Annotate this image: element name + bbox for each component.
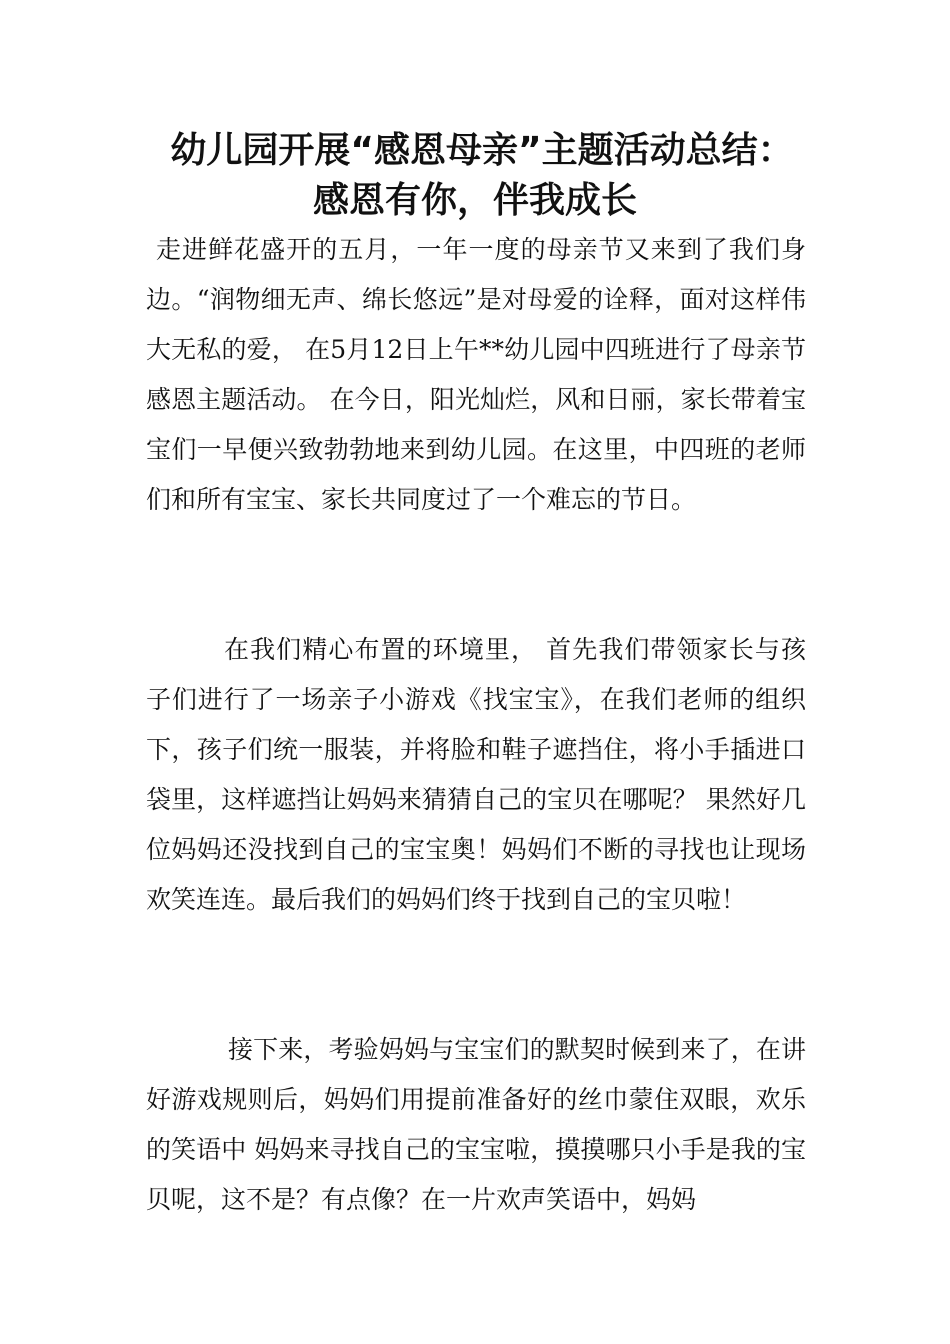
document-title — [0, 126, 950, 226]
title-line-1: 幼儿园开展“感恩母亲”主题活动总结： — [170, 130, 794, 171]
paragraph-3: 接下来，考验妈妈与宝宝们的默契时候到来了，在讲好游戏规则后，妈妈们用提前准备好的丝巾蒙住双眼，欢乐的笑语中 妈妈来寻找自己的宝宝啦，摸摸哪只小手是我的宝贝呢，这不是？有点像？在一片欢声笑语中，妈妈 — [146, 1035, 806, 1214]
title-line-2: 感恩有你，伴我成长 — [312, 180, 637, 221]
paragraph-1: 走进鲜花盛开的五月，一年一度的母亲节又来到了我们身边。“润物细无声、绵长悠远”是对母爱的诠释，面对这样伟大无私的爱， 在5月12日上午**幼儿园中四班进行了母亲节感恩主题活动。 在今日，阳光灿烂，风和日丽，家长带着宝宝们一早便兴致勃勃地来到幼儿园。在这里，中四班的老师们和所有宝宝、家长共同度过了一个难忘的节日。 — [146, 235, 806, 514]
paragraph-2: 在我们精心布置的环境里， 首先我们带领家长与孩子们进行了一场亲子小游戏《找宝宝》，在我们老师的组织下，孩子们统一服装，并将脸和鞋子遮挡住，将小手插进口袋里，这样遮挡让妈妈来猜猜自己的宝贝在哪呢？ 果然好几位妈妈还没找到自己的宝宝奥！妈妈们不断的寻找也让现场欢笑连连。最后我们的妈妈们终于找到自己的宝贝啦！ — [146, 635, 806, 914]
